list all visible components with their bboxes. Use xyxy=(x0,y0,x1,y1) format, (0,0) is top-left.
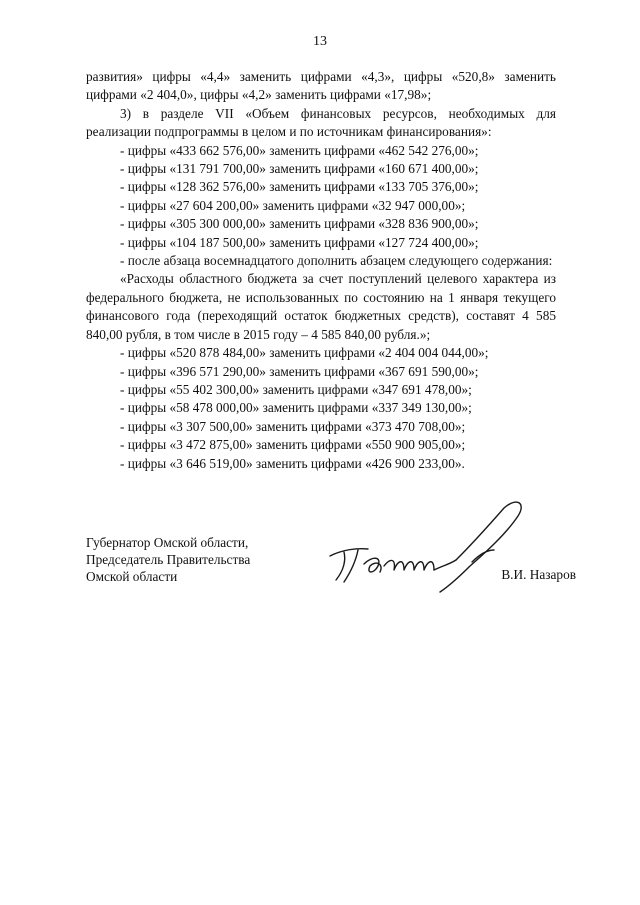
list-item: - цифры «104 187 500,00» заменить цифрами «127 724 400,00»; xyxy=(120,234,479,250)
replacement-list-1 xyxy=(86,142,556,252)
signatory-title-line: Губернатор Омской области, xyxy=(86,535,249,550)
list-item: - цифры «27 604 200,00» заменить цифрами «32 947 000,00»; xyxy=(120,197,466,213)
signatory-name: В.И. Назаров xyxy=(501,567,576,582)
list-item: - цифры «305 300 000,00» заменить цифрами «328 836 900,00»; xyxy=(120,216,479,232)
paragraph-section-vii: 3) в разделе VII «Объем финансовых ресурсов, необходимых для реализации подпрограммы в целом и по источникам финансирования»: xyxy=(86,105,556,140)
list-item: - цифры «55 402 300,00» заменить цифрами «347 691 478,00»; xyxy=(120,381,472,397)
signature-block xyxy=(86,534,576,594)
list-item: - цифры «58 478 000,00» заменить цифрами «337 349 130,00»; xyxy=(120,400,472,416)
list-item: - цифры «131 791 700,00» заменить цифрами «160 671 400,00»; xyxy=(120,161,479,177)
document-body xyxy=(86,68,556,473)
paragraph-1: развития» цифры «4,4» заменить цифрами «4,3», цифры «520,8» заменить цифрами «2 404,0», цифры «4,2» заменить цифрами «17,98»; xyxy=(86,69,556,103)
paragraph-quote: «Расходы областного бюджета за счет поступлений целевого характера из федерального бюджета, не использованных по состоянию на 1 января текущего финансового года (переходящий остаток бюджетных средств), составят 4 585 840,00 рубля, в том числе в 2015 году – 4 585 840,00 рубля.»; xyxy=(86,271,556,342)
list-item: - цифры «128 362 576,00» заменить цифрами «133 705 376,00»; xyxy=(120,179,479,195)
list-item: - цифры «3 472 875,00» заменить цифрами «550 900 905,00»; xyxy=(120,437,466,453)
list-item: - цифры «3 307 500,00» заменить цифрами «373 470 708,00»; xyxy=(120,418,466,434)
signatory-title xyxy=(86,534,250,585)
list-item: - цифры «396 571 290,00» заменить цифрами «367 691 590,00»; xyxy=(120,363,479,379)
signatory-title-line: Омской области xyxy=(86,569,178,584)
list-item: - цифры «3 646 519,00» заменить цифрами «426 900 233,00». xyxy=(120,455,465,471)
page-number: 13 xyxy=(313,34,327,49)
replacement-list-2 xyxy=(86,344,556,473)
list-item: - цифры «433 662 576,00» заменить цифрами «462 542 276,00»; xyxy=(120,142,479,158)
list-item: - цифры «520 878 484,00» заменить цифрами «2 404 004 044,00»; xyxy=(120,345,489,361)
paragraph-addition: - после абзаца восемнадцатого дополнить абзацем следующего содержания: xyxy=(120,253,553,269)
signatory-title-line: Председатель Правительства xyxy=(86,552,251,567)
